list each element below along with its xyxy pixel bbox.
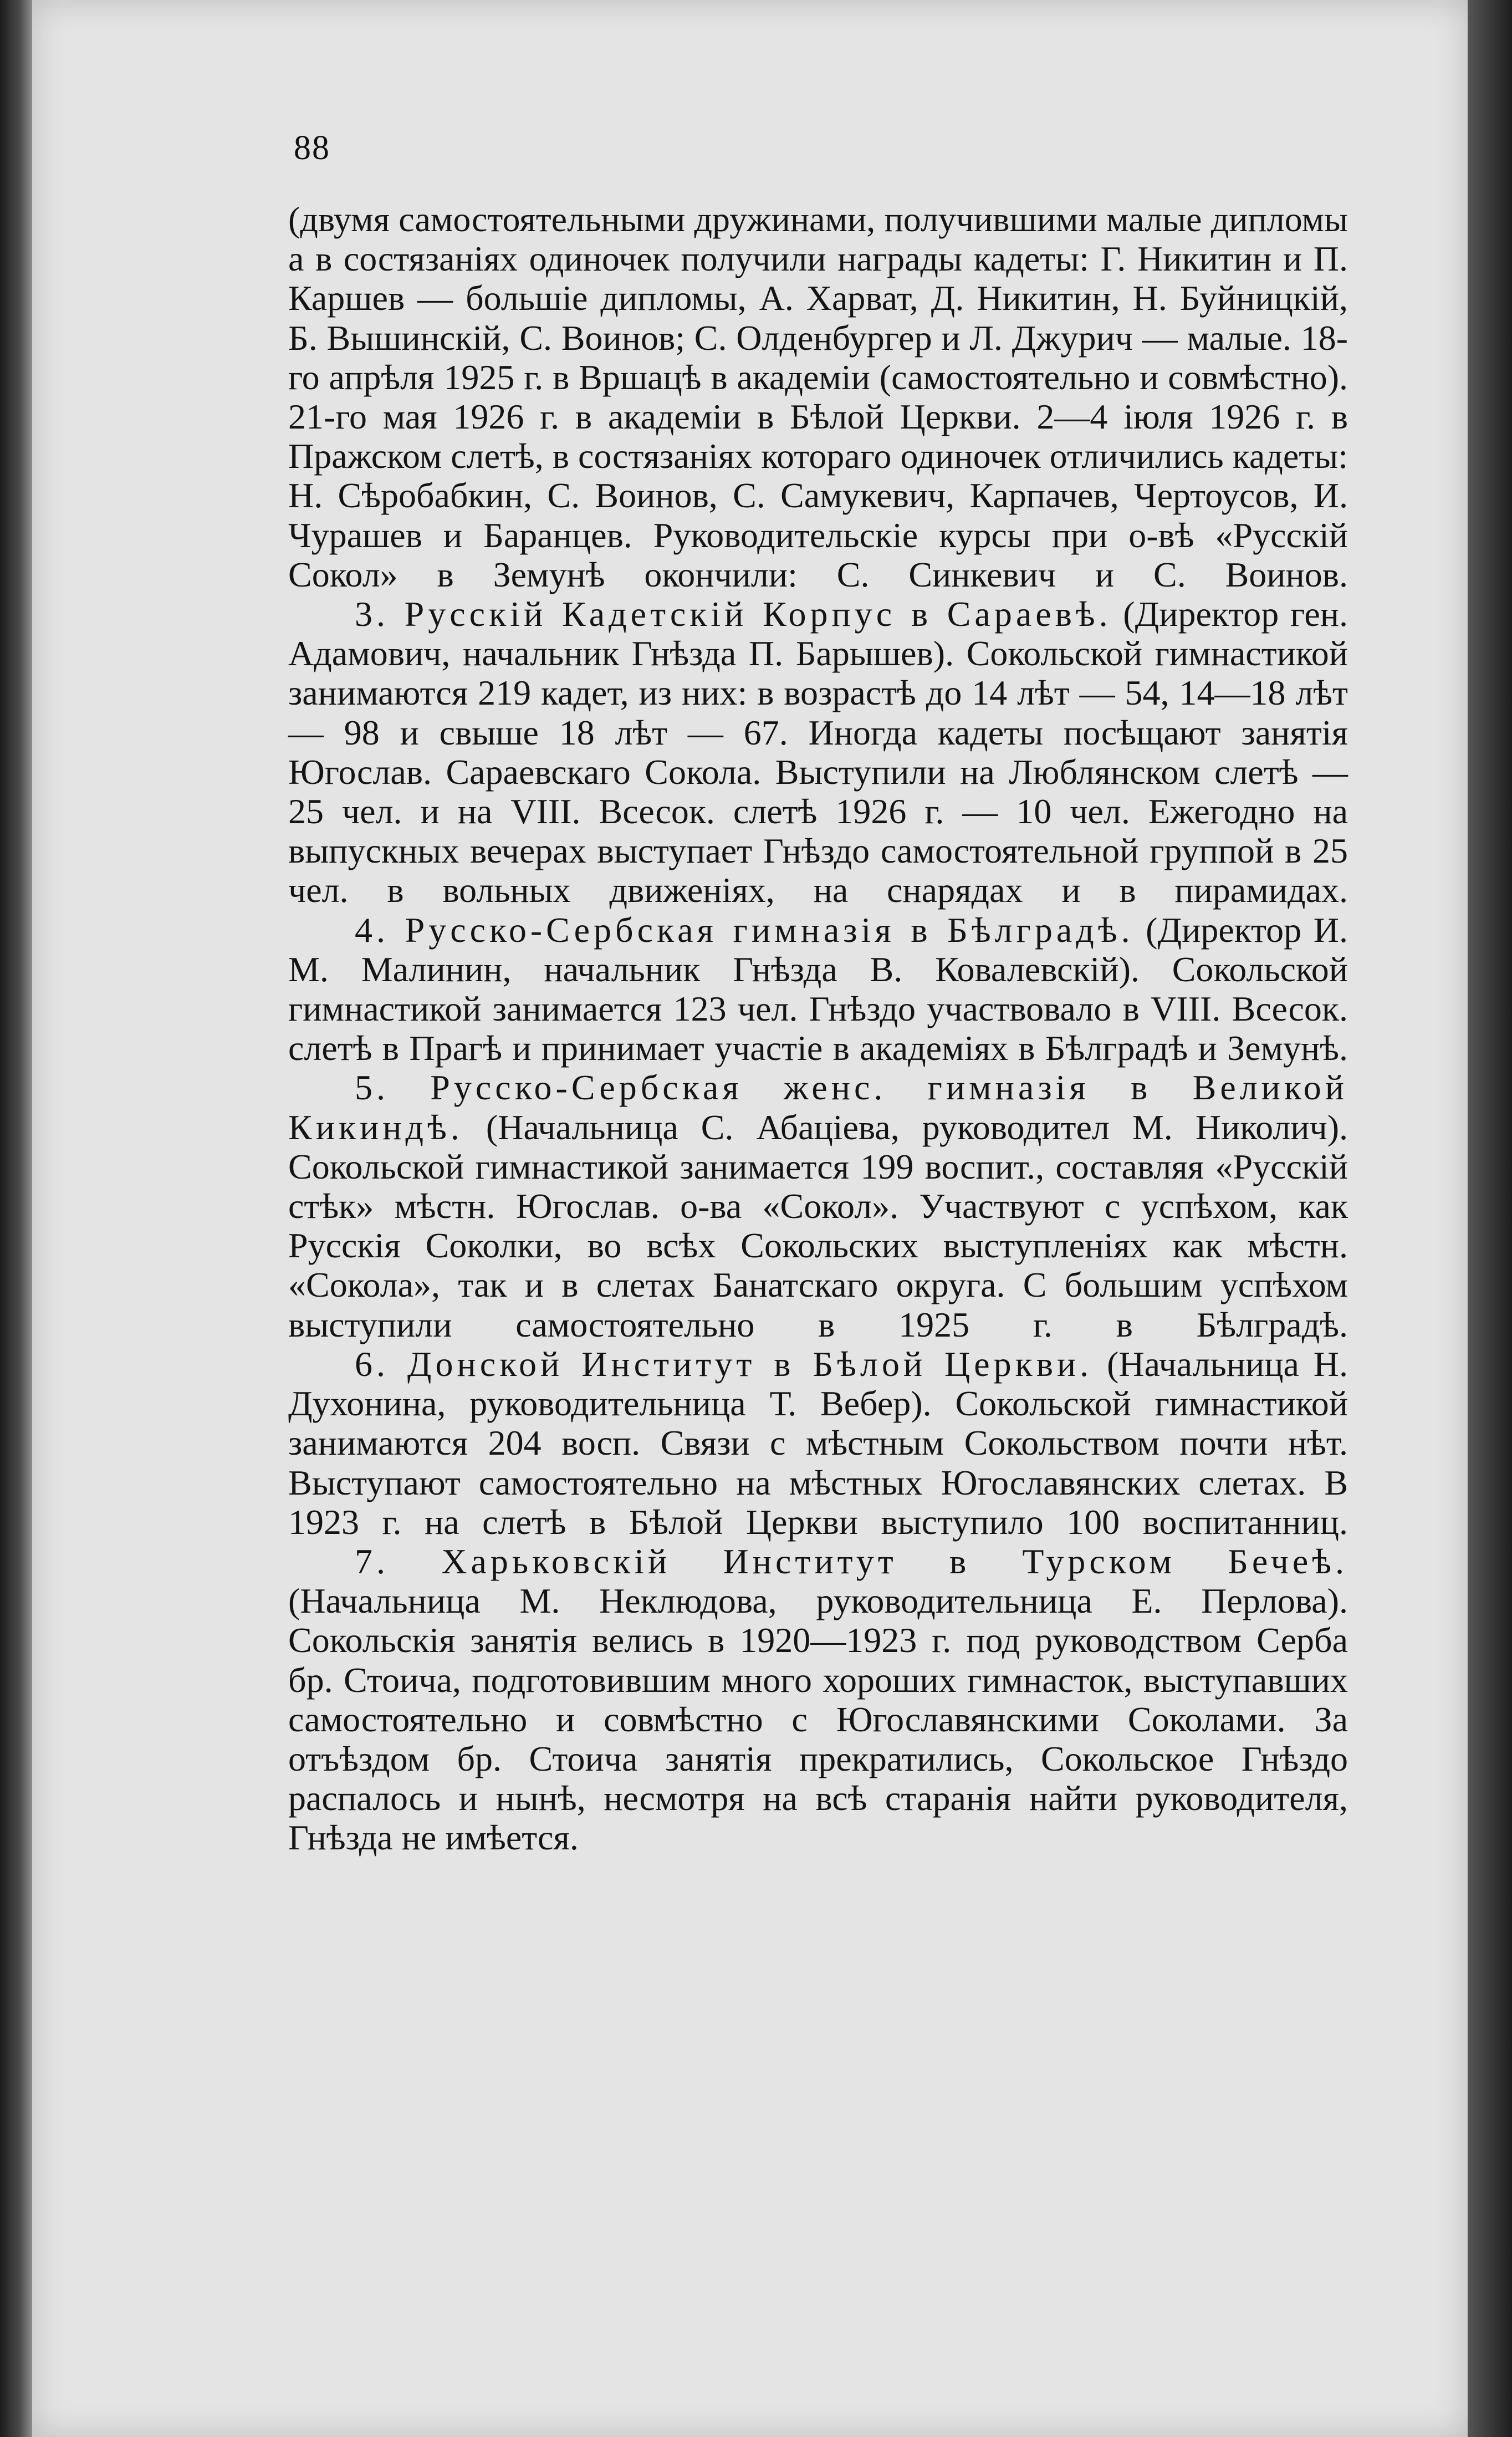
section-heading: 4. Русско-Сербская гимназія в Бѣлградѣ. — [355, 910, 1134, 950]
section-heading: 3. Русскій Кадетскій Корпус в Сараевѣ. — [355, 594, 1112, 634]
book-spine-shadow — [0, 0, 32, 2437]
paragraph-text: (Начальница М. Неклюдова, руководительница Е. Перлова). Сокольскія занятія велись в 1920—1923 г. под руководством Серба бр. Стоича, подготовившим много хороших гимнасток, выступавших самостоятельно и совмѣстно с Югославянскими Соколами. За отъѣздом бр. Стоича занятія прекратились, Сокольское Гнѣздо распалось и нынѣ, несмотря на всѣ старанія найти руководителя, Гнѣзда не имѣется. — [288, 1581, 1348, 1858]
paragraph-text: (Начальница Н. Духонина, руководительница Т. Вебер). Сокольской гимнастикой занимаются 204 восп. Связи с мѣстным Сокольством почти нѣт. Выступают самостоятельно на мѣстных Югославянских слетах. В 1923 г. на слетѣ в Бѣлой Церкви выступило 100 воспитанниц. — [288, 1344, 1348, 1542]
paragraph-section-4 — [288, 910, 1348, 1068]
section-heading: 6. Донской Институт в Бѣлой Церкви. — [355, 1344, 1093, 1384]
body-text — [288, 200, 1348, 1858]
paragraph-text: (Директор И. М. Малинин, начальник Гнѣзда В. Ковалевскій). Сокольской гимнастикой занимается 123 чел. Гнѣздо участвовало в VIII. Всесок. слетѣ в Прагѣ и принимает участіе в академіях в Бѣлградѣ и Земунѣ. — [288, 910, 1348, 1068]
paragraph-section-7 — [288, 1542, 1348, 1858]
paragraph-section-5 — [288, 1068, 1348, 1344]
paragraph-text: (двумя самостоятельными дружинами, получившими малые дипломы а в состязаніях одиночек получили награды кадеты: Г. Никитин и П. Каршев — большіе дипломы, А. Харват, Д. Никитин, Н. Буйницкій, Б. Вышинскій, С. Воинов; С. Олденбургер и Л. Джурич — малые. 18-го апрѣля 1925 г. в Вршацѣ в академіи (самостоятельно и совмѣстно). 21-го мая 1926 г. в академіи в Бѣлой Церкви. 2—4 іюля 1926 г. в Пражском слетѣ, в состязаніях котораго одиночек отличились кадеты: Н. Сѣробабкин, С. Воинов, С. Самукевич, Карпачев, Чертоусов, И. Чурашев и Баранцев. Руководительскіе курсы при о-вѣ «Русскій Сокол» в Земунѣ окончили: С. Синкевич и С. Воинов. — [288, 200, 1348, 594]
paragraph-section-6 — [288, 1344, 1348, 1542]
paragraph-continuation — [288, 200, 1348, 594]
paragraph-text: (Директор ген. Адамович, начальник Гнѣзда П. Барышев). Сокольской гимнастикой занимаются 219 кадет, из них: в возрастѣ до 14 лѣт — 54, 14—18 лѣт — 98 и свыше 18 лѣт — 67. Иногда кадеты посѣщают занятія Югослав. Сараевскаго Сокола. Выступили на Люблянском слетѣ — 25 чел. и на VIII. Всесок. слетѣ 1926 г. — 10 чел. Ежегодно на выпускных вечерах выступает Гнѣздо самостоятельной группой в 25 чел. в вольных движеніях, на снарядах и в пирамидах. — [288, 594, 1348, 910]
page-number: 88 — [294, 129, 330, 167]
section-heading: 7. Харьковскій Институт в Турском Бечеѣ. — [355, 1541, 1348, 1581]
paragraph-text: (Начальница С. Абаціева, руководител М. Николич). Сокольской гимнастикой занимается 199 воспит., составляя «Русскій стѣк» мѣстн. Югослав. о-ва «Сокол». Участвуют с успѣхом, как Русскія Соколки, во всѣх Сокольских выступленіях как мѣстн. «Сокола», так и в слетах Банатскаго округа. С большим успѣхом выступили самостоятельно в 1925 г. в Бѣлградѣ. — [288, 1107, 1348, 1344]
page-edge-shadow — [1468, 0, 1512, 2437]
section-heading: 5. Русско-Сербская женс. гимназія в Великой Кикиндѣ. — [288, 1068, 1348, 1147]
paragraph-section-3 — [288, 594, 1348, 910]
